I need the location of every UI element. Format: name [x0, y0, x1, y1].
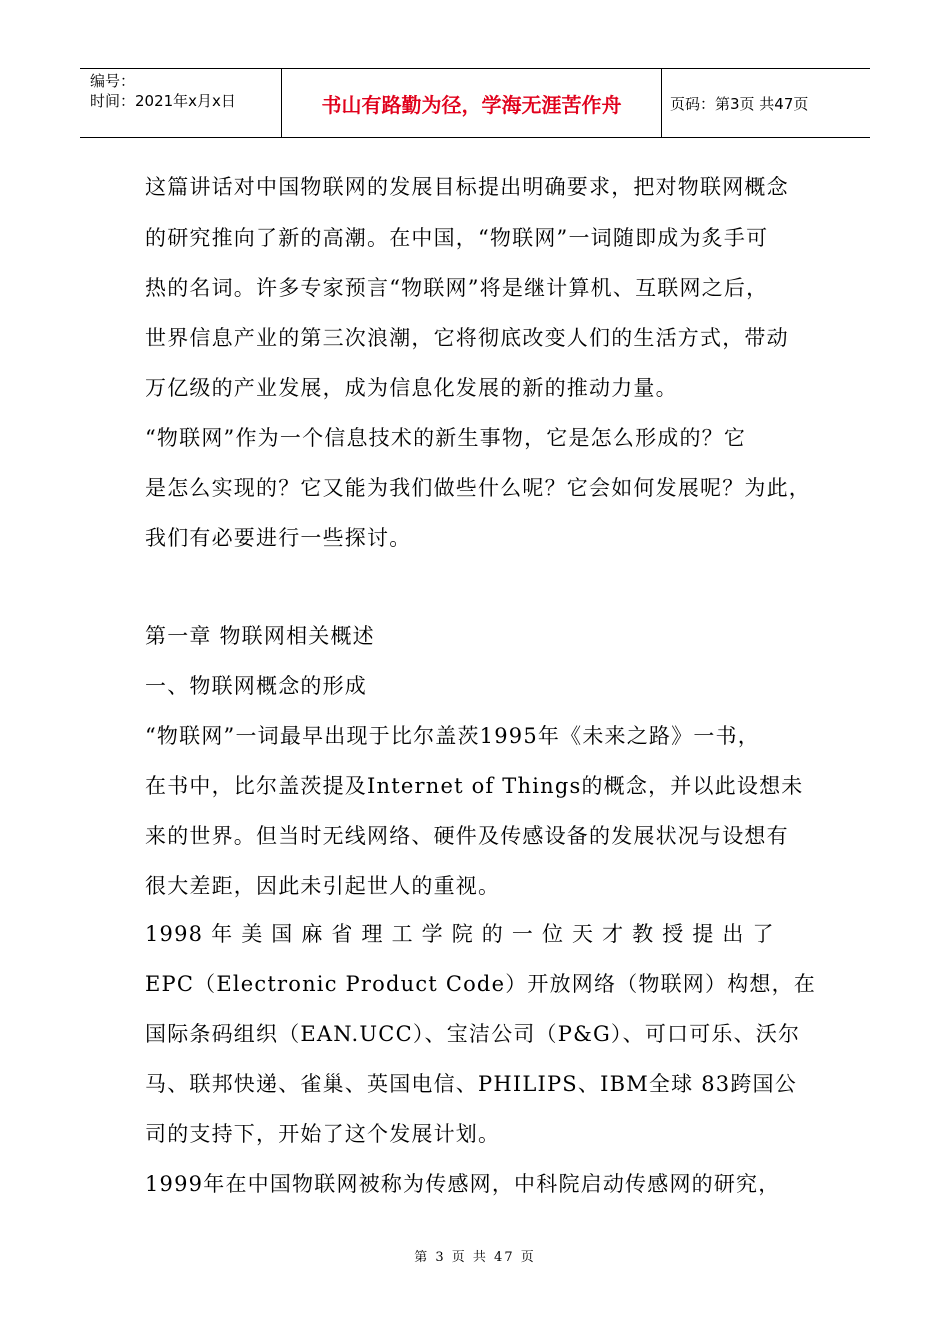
text-line: 的研究推向了新的高潮。在中国，“物联网”一词随即成为炙手可 [145, 226, 769, 250]
header-page: 页码：第3页 共47页 [670, 94, 809, 113]
text-line: 这篇讲话对中国物联网的发展目标提出明确要求，把对物联网概念 [145, 175, 789, 199]
text-line: 我们有必要进行一些探讨。 [145, 526, 412, 550]
text-line: 马、联邦快递、雀巢、英国电信、PHILIPS、IBM全球 83跨国公 [145, 1072, 797, 1096]
header-motto: 书山有路勤为径，学海无涯苦作舟 [282, 69, 662, 137]
text-line: 世界信息产业的第三次浪潮，它将彻底改变人们的生活方式，带动 [145, 326, 789, 350]
text-line: 热的名词。许多专家预言“物联网”将是继计算机、互联网之后， [145, 276, 769, 300]
text-line: 在书中，比尔盖茨提及Internet of Things的概念，并以此设想未 [145, 774, 804, 798]
text-line: 1999年在中国物联网被称为传感网，中科院启动传感网的研究， [145, 1172, 781, 1196]
text-line: 万亿级的产业发展，成为信息化发展的新的推动力量。 [145, 376, 678, 400]
page-header [80, 68, 870, 138]
text-line: EPC（Electronic Product Code）开放网络（物联网）构想，在 [145, 972, 816, 996]
section-heading: 一、物联网概念的形成 [145, 674, 367, 698]
text-line: 1998 年 美 国 麻 省 理 工 学 院 的 一 位 天 才 教 授 提 出 了 [145, 922, 775, 946]
text-line: “物联网”作为一个信息技术的新生事物，它是怎么形成的？它 [145, 426, 747, 450]
header-meta [80, 69, 282, 137]
chapter-heading: 第一章 物联网相关概述 [145, 624, 375, 648]
text-line: 来的世界。但当时无线网络、硬件及传感设备的发展状况与设想有 [145, 824, 789, 848]
text-line: 是怎么实现的？它又能为我们做些什么呢？它会如何发展呢？为此， [145, 476, 811, 500]
text-line: 国际条码组织（EAN.UCC）、宝洁公司（P&G）、可口可乐、沃尔 [145, 1022, 801, 1046]
text-line: “物联网”一词最早出现于比尔盖茨1995年《未来之路》一书， [145, 724, 760, 748]
text-line: 司的支持下，开始了这个发展计划。 [145, 1122, 501, 1146]
header-time: 时间：2021年x月x日 [90, 92, 236, 110]
page-footer: 第 3 页 共 47 页 [414, 1250, 536, 1265]
header-number: 编号： [90, 72, 136, 90]
text-line: 很大差距，因此未引起世人的重视。 [145, 874, 501, 898]
